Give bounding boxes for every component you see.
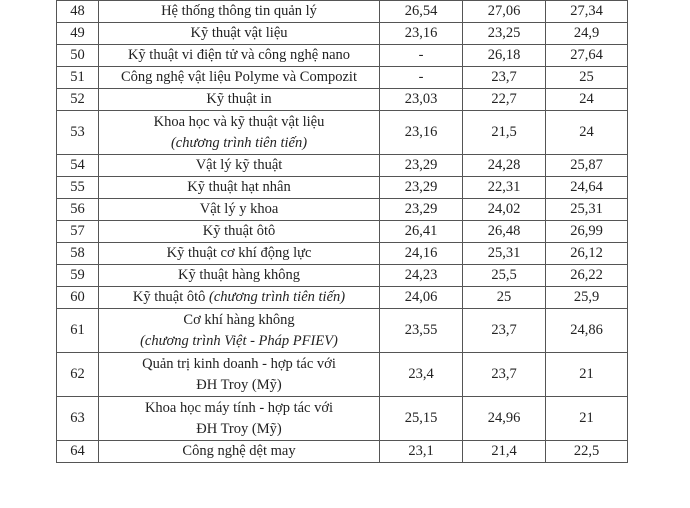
major-name: Kỹ thuật hạt nhân xyxy=(187,179,291,195)
major-name-cell xyxy=(99,45,380,67)
score-cell-2: 23,25 xyxy=(463,23,546,45)
major-name: Kỹ thuật hàng không xyxy=(177,267,301,283)
score-cell-1: 26,54 xyxy=(380,1,463,23)
score-cell-2: 26,48 xyxy=(463,221,546,243)
score-cell-1: 23,29 xyxy=(380,155,463,177)
score-cell-2: 24,96 xyxy=(463,397,546,441)
table-row xyxy=(57,177,628,199)
score-cell-2: 24,28 xyxy=(463,155,546,177)
table-row xyxy=(57,243,628,265)
major-name: Quản trị kinh doanh - hợp tác với xyxy=(142,355,336,372)
major-name-cell xyxy=(99,89,380,111)
score-cell-2: 21,5 xyxy=(463,111,546,155)
major-name-cell xyxy=(99,111,380,155)
major-name: Hệ thống thông tin quản lý xyxy=(161,3,317,19)
row-number: 54 xyxy=(57,155,99,177)
score-cell-1: 23,1 xyxy=(380,441,463,463)
score-cell-1: 23,03 xyxy=(380,89,463,111)
row-number: 59 xyxy=(57,265,99,287)
table-row xyxy=(57,265,628,287)
major-name-cell xyxy=(99,243,380,265)
score-cell-2: 26,18 xyxy=(463,45,546,67)
row-number: 62 xyxy=(57,353,99,397)
major-name-cell xyxy=(99,199,380,221)
major-name-cell xyxy=(99,177,380,199)
major-name-cell xyxy=(99,441,380,463)
table-row xyxy=(57,221,628,243)
score-cell-1: 23,29 xyxy=(380,177,463,199)
row-number: 49 xyxy=(57,23,99,45)
score-cell-3: 26,99 xyxy=(546,221,628,243)
score-cell-3: 25,31 xyxy=(546,199,628,221)
major-name-cell xyxy=(99,353,380,397)
major-name-cell xyxy=(99,67,380,89)
major-name-cell xyxy=(99,397,380,441)
score-cell-3: 24,86 xyxy=(546,309,628,353)
major-name: Vật lý y khoa xyxy=(199,201,279,217)
score-cell-1: 23,55 xyxy=(380,309,463,353)
score-cell-2: 23,7 xyxy=(463,67,546,89)
score-cell-3: 24,9 xyxy=(546,23,628,45)
major-name-cell xyxy=(99,23,380,45)
score-cell-1: 23,16 xyxy=(380,23,463,45)
admission-score-table xyxy=(56,0,628,463)
score-cell-3: 25,87 xyxy=(546,155,628,177)
major-name: Khoa học máy tính - hợp tác với xyxy=(144,399,334,416)
row-number: 51 xyxy=(57,67,99,89)
major-name: Khoa học và kỹ thuật vật liệu xyxy=(153,113,325,130)
score-cell-3: 24 xyxy=(546,89,628,111)
score-cell-2: 25,5 xyxy=(463,265,546,287)
major-name: Vật lý kỹ thuật xyxy=(195,157,283,173)
score-cell-3: 26,12 xyxy=(546,243,628,265)
score-cell-2: 22,31 xyxy=(463,177,546,199)
score-cell-3: 21 xyxy=(546,353,628,397)
major-name-cell xyxy=(99,309,380,353)
row-number: 61 xyxy=(57,309,99,353)
score-table-container xyxy=(56,0,627,463)
major-name-cell xyxy=(99,287,380,309)
major-name: Kỹ thuật vật liệu xyxy=(190,25,288,41)
table-row xyxy=(57,309,628,353)
partner-name: ĐH Troy (Mỹ) xyxy=(196,376,282,393)
major-name: Kỹ thuật in xyxy=(206,91,272,107)
row-number: 60 xyxy=(57,287,99,309)
major-name: Kỹ thuật ôtô xyxy=(202,223,276,239)
table-row xyxy=(57,67,628,89)
score-cell-1: 24,23 xyxy=(380,265,463,287)
row-number: 55 xyxy=(57,177,99,199)
partner-name: ĐH Troy (Mỹ) xyxy=(196,420,282,437)
score-cell-1: - xyxy=(380,67,463,89)
row-number: 48 xyxy=(57,1,99,23)
table-row xyxy=(57,111,628,155)
major-name: Công nghệ dệt may xyxy=(182,443,296,459)
score-cell-3: 21 xyxy=(546,397,628,441)
score-cell-1: 25,15 xyxy=(380,397,463,441)
score-cell-3: 26,22 xyxy=(546,265,628,287)
program-note: (chương trình Việt - Pháp PFIEV) xyxy=(140,332,338,349)
row-number: 52 xyxy=(57,89,99,111)
major-name: Kỹ thuật ôtô xyxy=(132,289,206,305)
score-cell-3: 27,64 xyxy=(546,45,628,67)
table-row xyxy=(57,155,628,177)
program-note: (chương trình tiên tiến) xyxy=(209,289,346,305)
score-cell-1: - xyxy=(380,45,463,67)
row-number: 57 xyxy=(57,221,99,243)
table-row xyxy=(57,23,628,45)
score-cell-2: 22,7 xyxy=(463,89,546,111)
score-cell-1: 24,06 xyxy=(380,287,463,309)
score-cell-1: 23,29 xyxy=(380,199,463,221)
row-number: 53 xyxy=(57,111,99,155)
row-number: 63 xyxy=(57,397,99,441)
major-name-cell xyxy=(99,155,380,177)
table-row xyxy=(57,441,628,463)
score-cell-2: 25,31 xyxy=(463,243,546,265)
table-row xyxy=(57,397,628,441)
table-row xyxy=(57,353,628,397)
score-cell-2: 21,4 xyxy=(463,441,546,463)
score-cell-3: 24 xyxy=(546,111,628,155)
score-cell-3: 27,34 xyxy=(546,1,628,23)
major-name: Công nghệ vật liệu Polyme và Compozit xyxy=(120,69,357,85)
table-row xyxy=(57,89,628,111)
table-row xyxy=(57,287,628,309)
table-row xyxy=(57,45,628,67)
score-cell-2: 25 xyxy=(463,287,546,309)
table-row xyxy=(57,199,628,221)
score-cell-3: 22,5 xyxy=(546,441,628,463)
score-cell-3: 24,64 xyxy=(546,177,628,199)
table-body xyxy=(57,1,628,463)
major-name: Kỹ thuật cơ khí động lực xyxy=(166,245,312,261)
score-cell-3: 25 xyxy=(546,67,628,89)
table-row xyxy=(57,1,628,23)
major-name-cell xyxy=(99,265,380,287)
score-cell-2: 27,06 xyxy=(463,1,546,23)
row-number: 50 xyxy=(57,45,99,67)
score-cell-2: 24,02 xyxy=(463,199,546,221)
major-name-cell xyxy=(99,1,380,23)
score-cell-1: 24,16 xyxy=(380,243,463,265)
score-cell-1: 23,4 xyxy=(380,353,463,397)
score-cell-1: 23,16 xyxy=(380,111,463,155)
major-name: Kỹ thuật vi điện tử và công nghệ nano xyxy=(127,47,351,63)
score-cell-2: 23,7 xyxy=(463,353,546,397)
score-cell-2: 23,7 xyxy=(463,309,546,353)
score-cell-3: 25,9 xyxy=(546,287,628,309)
row-number: 64 xyxy=(57,441,99,463)
program-note: (chương trình tiên tiến) xyxy=(170,134,308,151)
score-cell-1: 26,41 xyxy=(380,221,463,243)
major-name: Cơ khí hàng không xyxy=(183,311,295,328)
major-name-cell xyxy=(99,221,380,243)
row-number: 58 xyxy=(57,243,99,265)
row-number: 56 xyxy=(57,199,99,221)
